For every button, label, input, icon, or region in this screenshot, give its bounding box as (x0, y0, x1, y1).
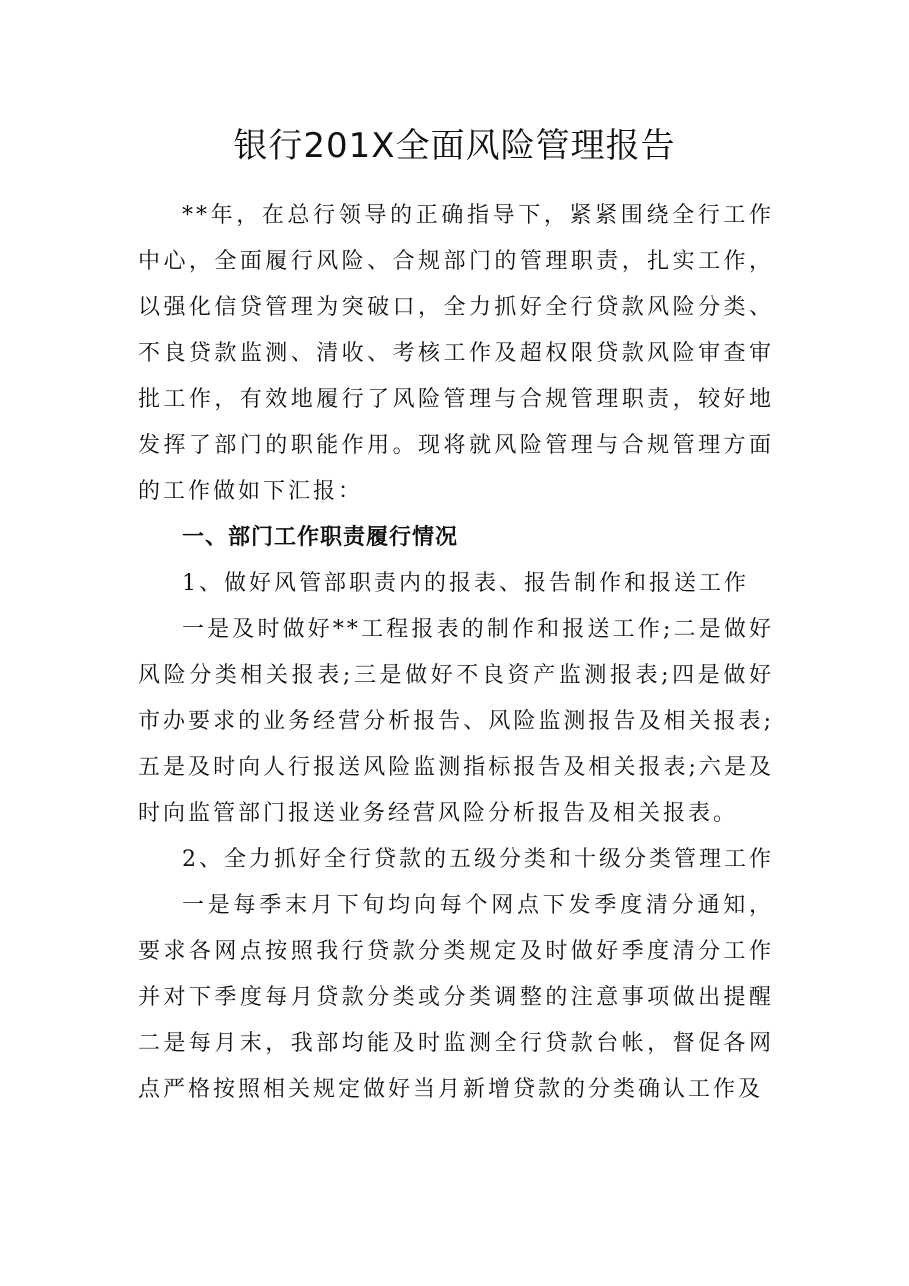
classification-paragraph: 一是每季末月下旬均向每个网点下发季度清分通知，要求各网点按照我行贷款分类规定及时做好季度清分工作并对下季度每月贷款分类或分类调整的注意事项做出提醒二是每月末，我部均能及时监测全行贷款台帐，督促各网点严格按照相关规定做好当月新增贷款的分类确认工作及 (138, 893, 774, 1102)
subsection-heading-2: 2、全力抓好全行贷款的五级分类和十级分类管理工作 (182, 847, 774, 872)
subsection-heading-1: 1、做好风管部职责内的报表、报告制作和报送工作 (182, 571, 749, 596)
document-title: 银行201X全面风险管理报告 (233, 126, 676, 166)
document-body (138, 193, 774, 1113)
reports-paragraph: 一是及时做好**工程报表的制作和报送工作;二是做好风险分类相关报表;三是做好不良资产监测报表;四是做好市办要求的业务经营分析报告、风险监测报告及相关报表;五是及时向人行报送风险监测指标报告及相关报表;六是及时向监管部门报送业务经营风险分析报告及相关报表。 (138, 617, 774, 826)
section-heading-1: 一、部门工作职责履行情况 (182, 525, 459, 550)
intro-paragraph: **年，在总行领导的正确指导下，紧紧围绕全行工作中心，全面履行风险、合规部门的管理职责，扎实工作，以强化信贷管理为突破口，全力抓好全行贷款风险分类、不良贷款监测、清收、考核工作及超权限贷款风险审查审批工作，有效地履行了风险管理与合规管理职责，较好地发挥了部门的职能作用。现将就风险管理与合规管理方面的工作做如下汇报： (138, 203, 774, 504)
